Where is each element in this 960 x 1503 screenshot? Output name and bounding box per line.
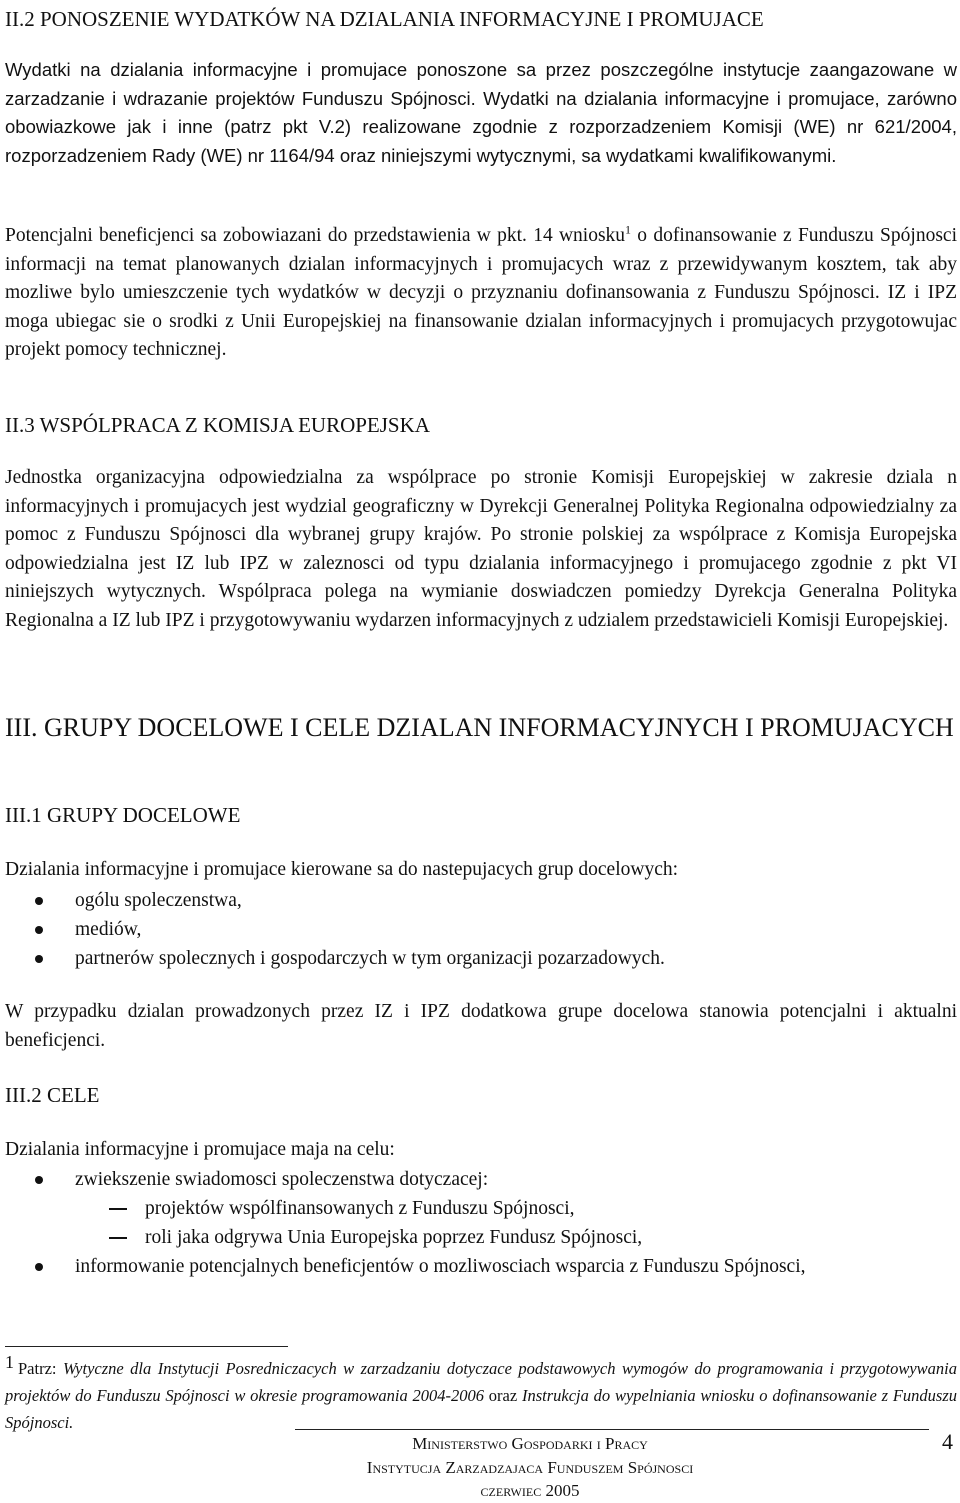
section-heading-3-1: III.1 GRUPY DOCELOWE — [5, 803, 241, 827]
bullet-icon — [35, 1176, 43, 1184]
dash-item: projektów wspólfinansowanych z Funduszu Spójnosci, — [5, 1194, 957, 1223]
list-item-nested — [5, 1194, 957, 1252]
footnote — [5, 1351, 957, 1436]
goals-list — [5, 1165, 957, 1281]
footnote-mid: oraz — [484, 1386, 522, 1405]
footer-ministry: Ministerstwo Gospodarki i Pracy — [412, 1434, 648, 1453]
target-groups-list — [5, 886, 957, 973]
dash-item: roli jaka odgrywa Unia Europejska poprzez Fundusz Spójnosci, — [5, 1223, 957, 1252]
list-item: zwiekszenie swiadomosci spoleczenstwa dotyczacej: — [5, 1165, 957, 1194]
dash-icon — [109, 1237, 127, 1239]
paragraph-3-1-2: W przypadku dzialan prowadzonych przez IZ i IPZ dodatkowa grupe docelowa stanowia potencjalni i aktualni beneficjenci. — [5, 1001, 957, 1051]
list-item: partnerów spolecznych i gospodarczych w tym organizacji pozarzadowych. — [5, 944, 957, 973]
paragraph-2-2-1: Wydatki na dzialania informacyjne i promujace ponoszone sa przez poszczególne instytucje zaangazowane w zarzadzanie i wdrazanie projektów Funduszu Spójnosci. Wydatki na dzialania informacyjne i promujace, zarówno obowiazkowe jak i inne (patrz pkt V.2) realizowane zgodnie z rozporzadzeniem Komisji (WE) nr 621/2004, rozporzadzeniem Rady (WE) nr 1164/94 oraz niniejszymi wytycznymi, sa wydatkami kwalifikowanymi. — [5, 59, 957, 166]
page-number: 4 — [942, 1429, 953, 1454]
list-item: mediów, — [5, 915, 957, 944]
section-heading-2-2: II.2 PONOSZENIE WYDATKÓW NA DZIALANIA INFORMACYJNE I PROMUJACE — [5, 7, 764, 31]
dash-icon — [109, 1208, 127, 1210]
paragraph-3-2-intro: Dzialania informacyjne i promujace maja na celu: — [5, 1139, 395, 1160]
footer-rule — [295, 1429, 929, 1430]
footer-date: czerwiec 2005 — [480, 1481, 580, 1500]
dash-list — [5, 1194, 957, 1252]
footnote-separator — [5, 1346, 288, 1347]
paragraph-3-1-intro: Dzialania informacyjne i promujace kierowane sa do nastepujacych grup docelowych: — [5, 859, 679, 880]
bullet-icon — [35, 1263, 43, 1271]
footnote-number: 1 — [5, 1351, 14, 1372]
section-heading-3: III. GRUPY DOCELOWE I CELE DZIALAN INFORMACYJNYCH I PROMUJACYCH — [5, 713, 954, 742]
bullet-icon — [35, 897, 43, 905]
bullet-icon — [35, 955, 43, 963]
paragraph-2-3-1: Jednostka organizacyjna odpowiedzialna za wspólprace po stronie Komisji Europejskiej w zakresie dziala n informacyjnych i promujacych jest wydzial geograficzny w Dyrekcji Generalnej Polityka Regionalna odpowiedzialny za pomoc z Funduszu Spójnosci dla wybranej grupy krajów. Po stronie polskiej za wspólprace z Komisja Europejska odpowiedzialna jest IZ lub IPZ w zaleznosci od typu dzialania informacyjnego i promujacego zgodnie z pkt VI niniejszych wytycznych. Wspólpraca polega na wymianie doswiadczen pomiedzy Dyrekcja Generalna Polityka Regionalna a IZ lub IPZ i przygotowywaniu wydarzen informacyjnych z udzialem przedstawicieli Komisji Europejskiej. — [5, 467, 957, 631]
paragraph-2-2-2-part-a: Potencjalni beneficjenci sa zobowiazani do przedstawienia w pkt. 14 wniosku — [5, 225, 626, 246]
paragraph-2-2-2 — [5, 222, 957, 365]
footnote-ref: 1 — [625, 222, 632, 237]
bullet-icon — [35, 926, 43, 934]
section-heading-3-2: III.2 CELE — [5, 1083, 100, 1107]
footnote-lead: Patrz: — [18, 1359, 63, 1378]
footnote-title-2: Instrukcja do wypelniania wniosku o dofinansowanie z Funduszu Spójnosci. — [5, 1386, 957, 1432]
list-item: informowanie potencjalnych beneficjentów o mozliwosciach wsparcia z Funduszu Spójnosci, — [5, 1252, 957, 1281]
list-item: ogólu spoleczenstwa, — [5, 886, 957, 915]
footnote-title-1: Wytyczne dla Instytucji Posredniczacych w zarzadzaniu dotyczace podstawowych wymogów do programowania i przygotowywania projektów do Funduszu Spójnosci w okresie programowania 2004-2006 — [5, 1359, 957, 1405]
paragraph-2-2-2-part-b: o dofinansowanie z Funduszu Spójnosci informacji na temat planowanych dzialan informacyjnych i promujacych wraz z przewidywanym kosztem, tak aby mozliwe bylo umieszczenie tych wydatków w decyzji o przyznaniu dofinansowania z Funduszu Spójnosci. IZ i IPZ moga ubiegac sie o srodki z Unii Europejskiej na finansowanie dzialan informacyjnych i promujacych przygotowujac projekt pomocy technicznej. — [5, 225, 957, 361]
footer-institution: Instytucja Zarzadzajaca Funduszem Spójnosci — [366, 1458, 694, 1477]
section-heading-2-3: II.3 WSPÓLPRACA Z KOMISJA EUROPEJSKA — [5, 413, 430, 437]
